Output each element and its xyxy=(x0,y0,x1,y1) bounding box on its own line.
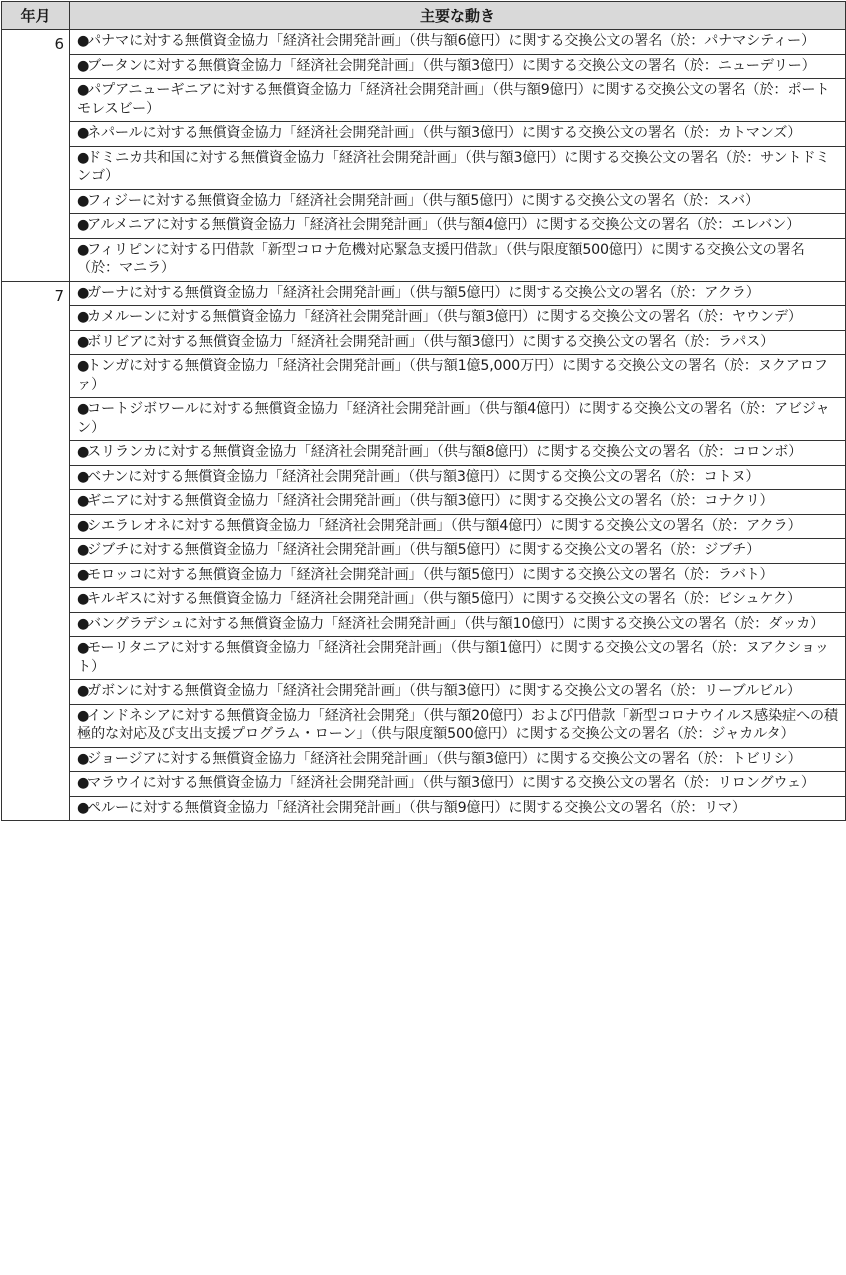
table-row xyxy=(2,146,846,189)
event-cell xyxy=(70,704,846,747)
table-row xyxy=(2,355,846,398)
event-cell xyxy=(70,355,846,398)
table-row xyxy=(2,637,846,680)
table-row xyxy=(2,539,846,564)
event-text: マラウイに対する無償資金協力「経済社会開発計画」（供与額3億円）に関する交換公文の署名（於：リロングウェ） xyxy=(87,775,815,791)
bullet-icon: ● xyxy=(77,444,90,460)
event-cell xyxy=(70,490,846,515)
event-cell xyxy=(70,238,846,281)
event-text: カメルーンに対する無償資金協力「経済社会開発計画」（供与額3億円）に関する交換公文の署名（於：ヤウンデ） xyxy=(87,309,802,325)
event-cell xyxy=(70,772,846,797)
event-text: コートジボワールに対する無償資金協力「経済社会開発計画」（供与額4億円）に関する交換公文の署名（於：アビジャン） xyxy=(77,401,830,436)
table-row xyxy=(2,747,846,772)
event-cell xyxy=(70,146,846,189)
event-text: ジブチに対する無償資金協力「経済社会開発計画」（供与額5億円）に関する交換公文の署名（於：ジブチ） xyxy=(87,542,761,558)
event-text: トンガに対する無償資金協力「経済社会開発計画」（供与額1億5,000万円）に関する交換公文の署名（於：ヌクアロファ） xyxy=(77,358,828,393)
table-row xyxy=(2,465,846,490)
event-cell xyxy=(70,54,846,79)
event-text: キルギスに対する無償資金協力「経済社会開発計画」（供与額5億円）に関する交換公文の署名（於：ビシュケク） xyxy=(87,591,801,607)
bullet-icon: ● xyxy=(77,615,90,632)
table-row xyxy=(2,514,846,539)
event-cell xyxy=(70,637,846,680)
event-text: ベナンに対する無償資金協力「経済社会開発計画」（供与額3億円）に関する交換公文の署名（於：コトヌ） xyxy=(87,468,760,485)
event-cell xyxy=(70,281,846,306)
table-row xyxy=(2,306,846,331)
event-cell xyxy=(70,330,846,355)
bullet-icon: ● xyxy=(77,566,90,583)
event-text: スリランカに対する無償資金協力「経済社会開発計画」（供与額8億円）に関する交換公文の署名（於：コロンボ） xyxy=(87,444,803,460)
table-row xyxy=(2,490,846,515)
bullet-icon: ● xyxy=(77,309,90,325)
events-column-header: 主要な動き xyxy=(70,2,846,30)
event-cell xyxy=(70,398,846,441)
event-cell xyxy=(70,30,846,55)
bullet-icon: ● xyxy=(77,358,90,374)
table-body xyxy=(2,30,846,821)
event-cell xyxy=(70,122,846,147)
table-row xyxy=(2,30,846,55)
event-text: ギニアに対する無償資金協力「経済社会開発計画」（供与額3億円）に関する交換公文の署名（於：コナクリ） xyxy=(87,493,774,509)
bullet-icon: ● xyxy=(77,57,90,74)
event-text: ネパールに対する無償資金協力「経済社会開発計画」（供与額3億円）に関する交換公文の署名（於：カトマンズ） xyxy=(87,125,802,141)
table-row xyxy=(2,214,846,239)
event-cell xyxy=(70,796,846,821)
event-cell xyxy=(70,189,846,214)
bullet-icon: ● xyxy=(77,591,90,607)
table-row xyxy=(2,330,846,355)
event-text: ジョージアに対する無償資金協力「経済社会開発計画」（供与額3億円）に関する交換公文の署名（於：トビリシ） xyxy=(87,750,802,767)
bullet-icon: ● xyxy=(77,241,90,258)
table-row xyxy=(2,796,846,821)
bullet-icon: ● xyxy=(77,401,90,417)
events-table xyxy=(1,1,846,821)
bullet-icon: ● xyxy=(77,82,90,98)
event-cell xyxy=(70,563,846,588)
bullet-icon: ● xyxy=(77,493,90,509)
event-cell xyxy=(70,612,846,637)
table-row xyxy=(2,704,846,747)
bullet-icon: ● xyxy=(77,750,90,767)
bullet-icon: ● xyxy=(77,707,90,724)
table-row xyxy=(2,189,846,214)
table-row xyxy=(2,238,846,281)
bullet-icon: ● xyxy=(77,192,90,209)
event-text: ブータンに対する無償資金協力「経済社会開発計画」（供与額3億円）に関する交換公文の署名（於：ニューデリー） xyxy=(87,57,816,74)
table-row xyxy=(2,54,846,79)
event-cell xyxy=(70,79,846,122)
bullet-icon: ● xyxy=(77,125,90,141)
table-row xyxy=(2,612,846,637)
event-text: ガーナに対する無償資金協力「経済社会開発計画」（供与額5億円）に関する交換公文の署名（於：アクラ） xyxy=(87,284,760,301)
event-text: モロッコに対する無償資金協力「経済社会開発計画」（供与額5億円）に関する交換公文の署名（於：ラバト） xyxy=(87,566,774,583)
event-cell xyxy=(70,539,846,564)
event-text: フィジーに対する無償資金協力「経済社会開発計画」（供与額5億円）に関する交換公文の署名（於：スバ） xyxy=(87,192,759,209)
event-cell xyxy=(70,214,846,239)
table-row xyxy=(2,79,846,122)
bullet-icon: ● xyxy=(77,284,90,301)
event-cell xyxy=(70,588,846,613)
bullet-icon: ● xyxy=(77,640,90,656)
bullet-icon: ● xyxy=(77,33,90,49)
event-cell xyxy=(70,680,846,705)
event-cell xyxy=(70,465,846,490)
event-cell xyxy=(70,514,846,539)
bullet-icon: ● xyxy=(77,333,90,350)
bullet-icon: ● xyxy=(77,149,90,166)
event-text: パナマに対する無償資金協力「経済社会開発計画」（供与額6億円）に関する交換公文の署名（於：パナマシティー） xyxy=(87,33,815,49)
event-cell xyxy=(70,441,846,466)
table-row xyxy=(2,680,846,705)
bullet-icon: ● xyxy=(77,468,90,485)
month-cell: 7 xyxy=(2,281,70,821)
event-text: ガボンに対する無償資金協力「経済社会開発計画」（供与額3億円）に関する交換公文の署名（於：リーブルビル） xyxy=(87,683,801,699)
event-cell xyxy=(70,747,846,772)
event-text: インドネシアに対する無償資金協力「経済社会開発」（供与額20億円）および円借款「新型コロナウイルス感染症への積極的な対応及び支出支援プログラム・ローン」（供与限度額500億円）に関する交換公文の署名（於：ジャカルタ） xyxy=(77,707,838,742)
event-cell xyxy=(70,306,846,331)
event-text: シエラレオネに対する無償資金協力「経済社会開発計画」（供与額4億円）に関する交換公文の署名（於：アクラ） xyxy=(87,517,802,534)
table-row xyxy=(2,281,846,306)
bullet-icon: ● xyxy=(77,775,90,791)
event-text: フィリピンに対する円借款「新型コロナ危機対応緊急支援円借款」（供与限度額500億円）に関する交換公文の署名（於：マニラ） xyxy=(77,241,805,276)
table-row xyxy=(2,398,846,441)
table-row xyxy=(2,772,846,797)
event-text: パプアニューギニアに対する無償資金協力「経済社会開発計画」（供与額9億円）に関する交換公文の署名（於：ポートモレスビー） xyxy=(77,82,830,117)
event-text: ボリビアに対する無償資金協力「経済社会開発計画」（供与額3億円）に関する交換公文の署名（於：ラパス） xyxy=(87,333,775,350)
table-row xyxy=(2,588,846,613)
month-column-header: 年月 xyxy=(2,2,70,30)
event-text: バングラデシュに対する無償資金協力「経済社会開発計画」（供与額10億円）に関する交換公文の署名（於：ダッカ） xyxy=(87,615,825,632)
header-row xyxy=(2,2,846,30)
month-cell: 6 xyxy=(2,30,70,282)
bullet-icon: ● xyxy=(77,217,90,233)
bullet-icon: ● xyxy=(77,517,90,534)
table-row xyxy=(2,563,846,588)
bullet-icon: ● xyxy=(77,542,90,558)
event-text: アルメニアに対する無償資金協力「経済社会開発計画」（供与額4億円）に関する交換公文の署名（於：エレバン） xyxy=(87,217,801,233)
event-text: モーリタニアに対する無償資金協力「経済社会開発計画」（供与額1億円）に関する交換公文の署名（於：ヌアクショット） xyxy=(77,640,829,675)
event-text: ドミニカ共和国に対する無償資金協力「経済社会開発計画」（供与額3億円）に関する交換公文の署名（於：サントドミンゴ） xyxy=(77,149,830,184)
event-text: ペルーに対する無償資金協力「経済社会開発計画」（供与額9億円）に関する交換公文の署名（於：リマ） xyxy=(87,799,746,816)
table-row xyxy=(2,441,846,466)
bullet-icon: ● xyxy=(77,683,90,699)
bullet-icon: ● xyxy=(77,799,90,816)
table-row xyxy=(2,122,846,147)
